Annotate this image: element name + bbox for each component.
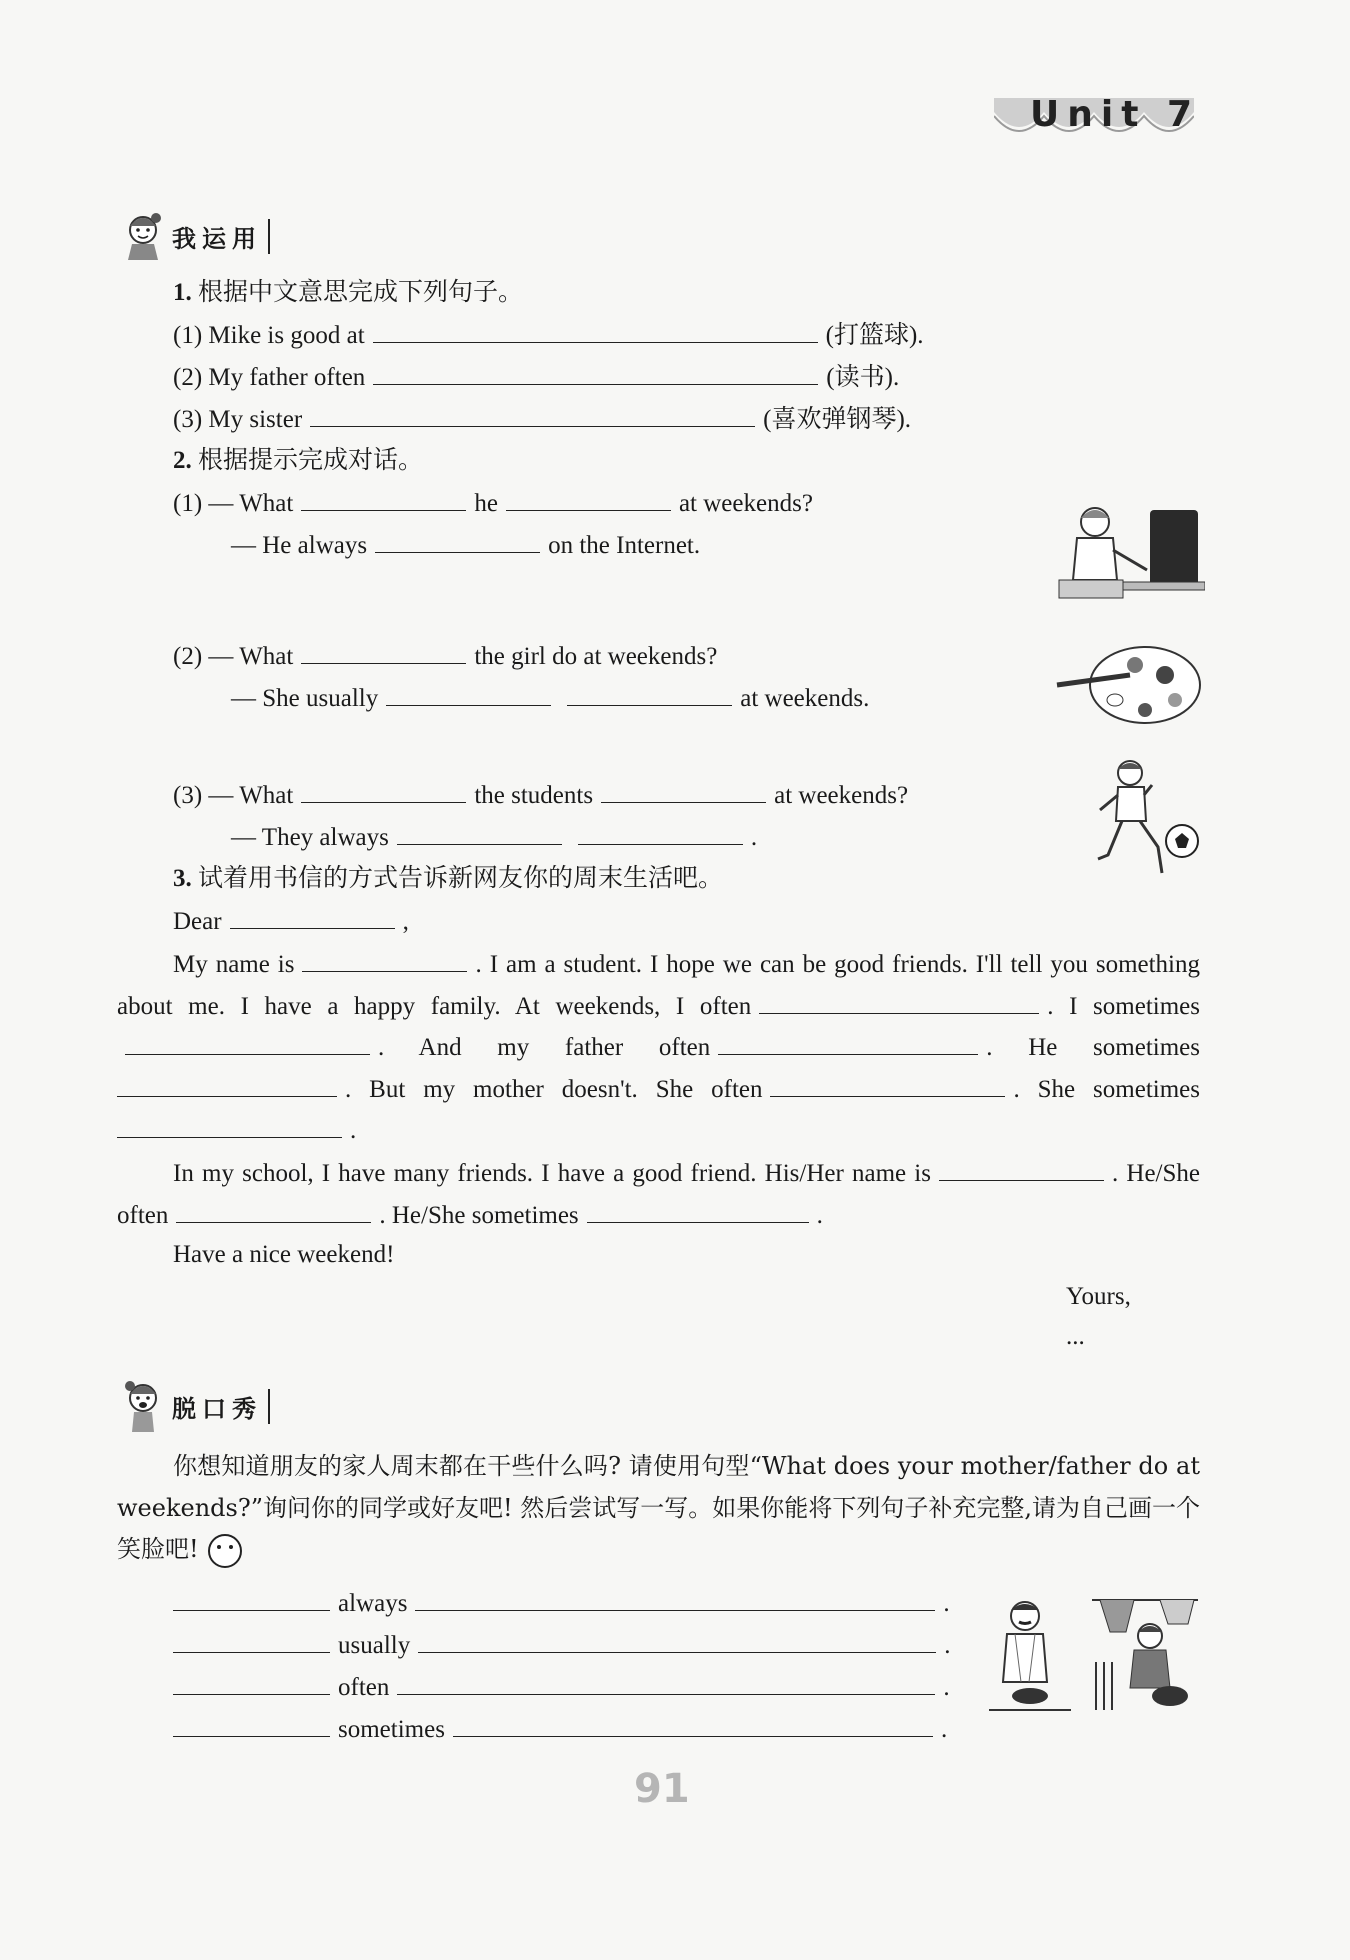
boy-computer-illustration bbox=[1055, 500, 1205, 605]
answer-blank[interactable] bbox=[386, 683, 551, 706]
letter-closing: Have a nice weekend! bbox=[173, 1241, 395, 1268]
q2-dialog-3-answer: — They always . bbox=[231, 824, 758, 851]
answer-blank[interactable] bbox=[301, 488, 466, 511]
answer-blank[interactable] bbox=[601, 780, 766, 803]
q1-item-1: (1) Mike is good at (打篮球). bbox=[173, 322, 924, 349]
answer-blank[interactable] bbox=[230, 906, 395, 929]
answer-blank[interactable] bbox=[415, 1588, 935, 1611]
q1-item-2: (2) My father often (读书). bbox=[173, 364, 900, 391]
answer-blank[interactable] bbox=[506, 488, 671, 511]
answer-blank[interactable] bbox=[117, 1074, 337, 1097]
boy-football-illustration bbox=[1090, 755, 1205, 885]
answer-blank[interactable] bbox=[125, 1032, 370, 1055]
answer-blank[interactable] bbox=[173, 1672, 330, 1695]
answer-blank[interactable] bbox=[718, 1032, 978, 1055]
answer-blank[interactable] bbox=[939, 1158, 1104, 1181]
unit-title: Unit 7 bbox=[1030, 94, 1200, 135]
section-header-talk-show bbox=[118, 1378, 270, 1434]
letter-paragraph-2: In my school, I have many friends. I have a good friend. His/Her name is . He/She often . He/She sometimes . bbox=[117, 1160, 1200, 1229]
answer-blank[interactable] bbox=[397, 822, 562, 845]
answer-blank[interactable] bbox=[578, 822, 743, 845]
section-title-use: 我运用 bbox=[172, 219, 270, 254]
paint-palette-illustration bbox=[1055, 640, 1205, 730]
answer-blank[interactable] bbox=[301, 780, 466, 803]
section-header-use bbox=[118, 210, 270, 262]
q2-heading: 2. 根据提示完成对话。 bbox=[173, 447, 424, 474]
section-title-talk-show: 脱口秀 bbox=[172, 1389, 270, 1424]
woman-laundry-illustration bbox=[1090, 1592, 1200, 1718]
answer-blank[interactable] bbox=[301, 641, 466, 664]
talk-row-always: always . bbox=[173, 1588, 950, 1619]
answer-blank[interactable] bbox=[587, 1200, 809, 1223]
letter-greeting: Dear , bbox=[173, 908, 409, 935]
answer-blank[interactable] bbox=[310, 404, 755, 427]
talk-row-usually: usually . bbox=[173, 1630, 950, 1661]
letter-signature: ... bbox=[1066, 1323, 1085, 1350]
answer-blank[interactable] bbox=[375, 530, 540, 553]
answer-blank[interactable] bbox=[397, 1672, 935, 1695]
answer-blank[interactable] bbox=[759, 991, 1039, 1014]
answer-blank[interactable] bbox=[418, 1630, 936, 1653]
talk-show-intro: 你想知道朋友的家人周末都在干些什么吗? 请使用句型“What does your mother/father do at weekends?”询问你的同学或好友吧! 然后尝试写一写。如果你能将下列句子补充完整,请为自己画一个笑脸吧! bbox=[117, 1446, 1200, 1571]
letter-yours: Yours, bbox=[1066, 1283, 1131, 1310]
answer-blank[interactable] bbox=[176, 1200, 371, 1223]
q3-heading: 3. 试着用书信的方式告诉新网友你的周末生活吧。 bbox=[173, 865, 724, 892]
letter-paragraph-1: My name is . I am a student. I hope we can be good friends. I'll tell you something about me. I have a happy family. At weekends, I often . I sometimes. And my father often . He sometimes. But my mother doesn't. She often . She sometimes. bbox=[117, 951, 1201, 1144]
q1-item-3: (3) My sister (喜欢弹钢琴). bbox=[173, 406, 912, 433]
answer-blank[interactable] bbox=[373, 320, 818, 343]
answer-blank[interactable] bbox=[302, 949, 467, 972]
answer-blank[interactable] bbox=[567, 683, 732, 706]
q2-dialog-2-answer: — She usually at weekends. bbox=[231, 685, 870, 712]
q2-dialog-1-answer: — He always on the Internet. bbox=[231, 532, 701, 559]
q2-dialog-2-question: (2) — What the girl do at weekends? bbox=[173, 643, 718, 670]
smiley-face-icon bbox=[205, 1533, 245, 1569]
q2-dialog-3-question: (3) — What the students at weekends? bbox=[173, 782, 909, 809]
answer-blank[interactable] bbox=[770, 1074, 1005, 1097]
q1-heading: 1. 根据中文意思完成下列句子。 bbox=[173, 279, 524, 306]
girl-mascot-icon bbox=[118, 210, 168, 262]
answer-blank[interactable] bbox=[373, 362, 818, 385]
answer-blank[interactable] bbox=[173, 1714, 330, 1737]
answer-blank[interactable] bbox=[173, 1588, 330, 1611]
talk-row-sometimes: sometimes . bbox=[173, 1714, 947, 1745]
answer-blank[interactable] bbox=[117, 1115, 342, 1138]
girl-mascot-icon bbox=[118, 1378, 168, 1434]
answer-blank[interactable] bbox=[173, 1630, 330, 1653]
man-cooking-illustration bbox=[985, 1598, 1075, 1718]
q2-dialog-1-question: (1) — What he at weekends? bbox=[173, 490, 813, 517]
talk-row-often: often . bbox=[173, 1672, 950, 1703]
page-number: 91 bbox=[634, 1766, 690, 1812]
answer-blank[interactable] bbox=[453, 1714, 933, 1737]
